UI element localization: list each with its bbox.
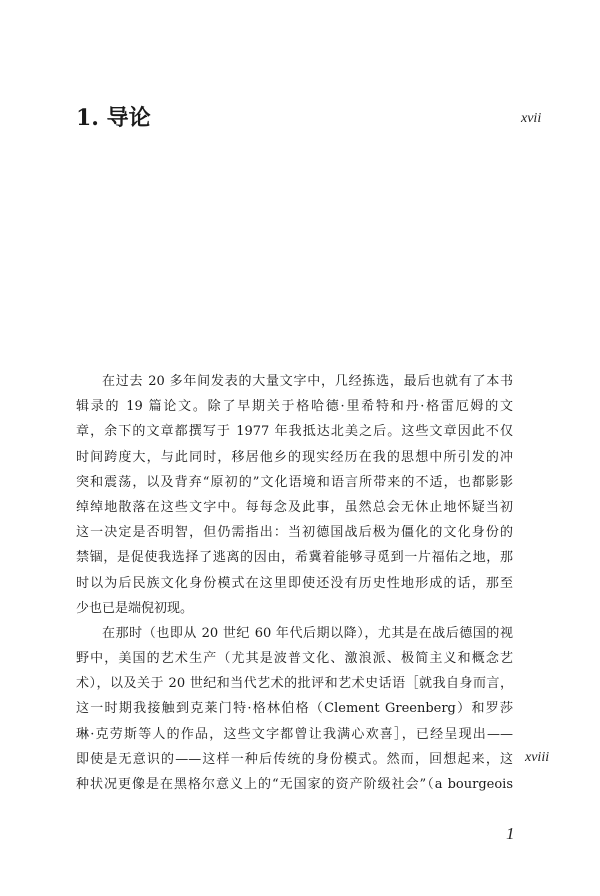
body-text [76, 369, 513, 797]
paragraph-2 [76, 621, 513, 797]
chapter-title: 1. 导论 [76, 105, 151, 131]
margin-marker-top: xvii [521, 111, 542, 126]
text-line: 少也已是端倪初现。 [76, 600, 194, 616]
text-line: 时以为后民族文化身份模式在这里即使还没有历史性地形成的话，那至 [76, 575, 513, 591]
text-line: 这一时期我接触到克莱门特·格林伯格（Clement Greenberg）和罗莎 [76, 701, 513, 717]
text-line: 在过去 20 多年间发表的大量文字中，几经拣选，最后也就有了本书 [102, 374, 513, 389]
text-line: 禁锢，是促使我选择了逃离的因由，希冀着能够寻觅到一片福佑之地，那 [76, 550, 513, 566]
text-line: 琳·克劳斯等人的作品，这些文字都曾让我满心欢喜］，已经呈现出—— [76, 726, 513, 742]
page-number: 1 [506, 824, 515, 843]
text-line: 术），以及关于 20 世纪和当代艺术的批评和艺术史话语［就我自身而言， [76, 676, 513, 692]
text-line: 这一决定是否明智，但仍需指出：当初德国战后极为僵化的文化身份的 [76, 525, 513, 541]
text-line: 野中，美国的艺术生产（尤其是波普文化、激浪派、极简主义和概念艺 [76, 651, 513, 667]
text-line: 在那时（也即从 20 世纪 60 年代后期以降），尤其是在战后德国的视 [102, 625, 513, 641]
margin-marker-middle: xviii [525, 750, 550, 765]
text-line: 绰绰地散落在这些文字中。每每念及此事，虽然总会无休止地怀疑当初 [76, 499, 513, 515]
text-line: 辑录的 19 篇论文。除了早期关于格哈德·里希特和丹·格雷厄姆的文 [76, 399, 513, 415]
text-line: 种状况更像是在黑格尔意义上的“无国家的资产阶级社会”（a bourgeois [76, 777, 513, 792]
text-line: 即使是无意识的——这样一种后传统的身份模式。然而，回想起来，这 [76, 751, 513, 767]
paragraph-1 [76, 369, 513, 621]
text-line: 章，余下的文章都撰写于 1977 年我抵达北美之后。这些文章因此不仅 [76, 424, 513, 440]
text-line: 时间跨度大，与此同时，移居他乡的现实经历在我的思想中所引发的冲 [76, 449, 513, 465]
text-line: 突和震荡，以及背弃“原初的”文化语境和语言所带来的不适，也都影影 [76, 474, 513, 490]
